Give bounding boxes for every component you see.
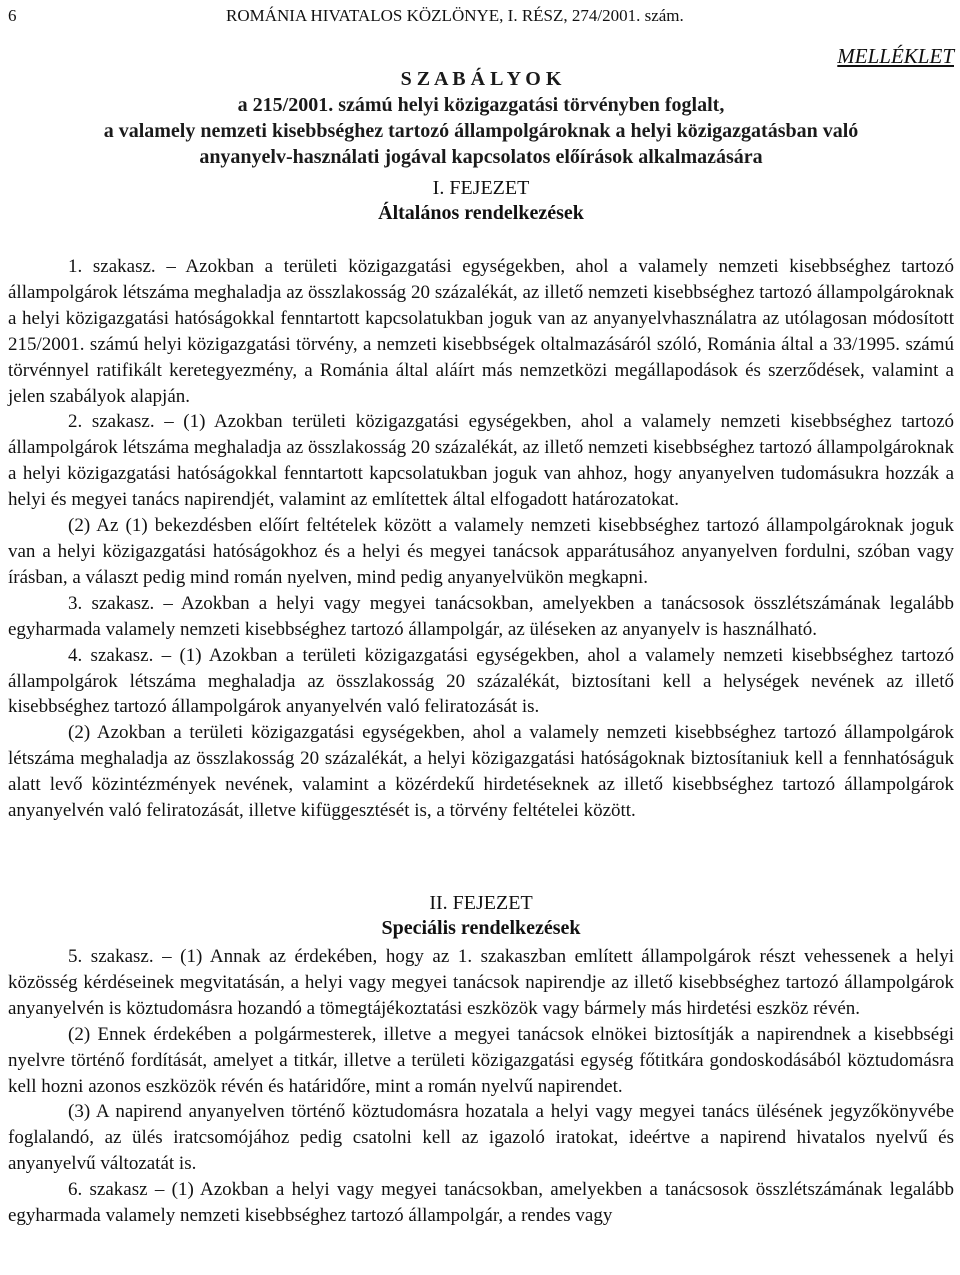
chapter-body <box>8 254 954 824</box>
annex-label: MELLÉKLET <box>837 44 954 68</box>
paragraph: (2) Azokban a területi közigazgatási egységekben, ahol a valamely nemzeti kisebbséghez tartozó állampolgárok létszáma meghaladja az összlakosság 20 százalékát, a helyi közigazgatási hatóságoknak biztosítaniuk kell a fennhatóságuk alatt levő közintézmények nevének, valamint a közérdekű hirdetéseknek az illető kisebbséghez tartozó állampolgárok anyanyelvén való feliratozását, illetve kifüggesztését is, a törvény feltételei között. <box>8 722 954 822</box>
publication-title: ROMÁNIA HIVATALOS KÖZLÖNYE, I. RÉSZ, 274/2001. szám. <box>226 6 684 25</box>
title-line: S Z A B Á L Y O K <box>400 68 562 90</box>
chapter-title: I. FEJEZET <box>432 177 530 199</box>
chapter-subtitle: Általános rendelkezések <box>378 202 584 224</box>
document-title <box>8 66 954 170</box>
chapter-title: II. FEJEZET <box>429 892 533 914</box>
paragraph: 6. szakasz – (1) Azokban a helyi vagy megyei tanácsokban, amelyekben a tanácsosok összlétszámának legalább egyharmada valamely nemzeti kisebbséghez tartozó állampolgár, a rendes vagy <box>8 1179 954 1227</box>
page-number: 6 <box>8 6 17 25</box>
paragraph: (2) Az (1) bekezdésben előírt feltételek között a valamely nemzeti kisebbséghez tartozó állampolgároknak joguk van a helyi közigazgatási hatóságokhoz és a helyi és megyei tanácsok apparátusához anyanyelven fordulni, szóban vagy írásban, a választ pedig mind román nyelven, mind pedig anyanyelvükön megkapni. <box>8 515 954 588</box>
paragraph: 3. szakasz. – Azokban a helyi vagy megyei tanácsokban, amelyekben a tanácsosok összlétszámának legalább egyharmada valamely nemzeti kisebbséghez tartozó állampolgár, az üléseken az anyanyelv is használható. <box>8 592 954 640</box>
chapter-body <box>8 944 954 1229</box>
chapter-subtitle: Speciális rendelkezések <box>381 917 581 939</box>
document-page <box>8 0 954 1275</box>
chapter-heading <box>8 176 954 226</box>
paragraph: 1. szakasz. – Azokban a területi közigazgatási egységekben, ahol a valamely nemzeti kisebbséghez tartozó állampolgárok létszáma meghaladja az összlakosság 20 százalékát, az illető nemzeti kisebbséghez tartozó állampolgároknak a helyi közigazgatási hatóságokkal fenntartott kapcsolatukban joguk van az anyanyelvhasználatra az utólagosan módosított 215/2001. számú helyi közigazgatási törvény, a nemzeti kisebbségek oltalmazásáról szóló, Románia által a 33/1995. számú törvénnyel ratifikált keretegyezmény, a Románia által aláírt más nemzetközi megállapodások és szerződések, valamint a jelen szabályok alapján. <box>8 256 954 407</box>
paragraph: 2. szakasz. – (1) Azokban területi közigazgatási egységekben, ahol a valamely nemzeti kisebbséghez tartozó állampolgárok létszáma meghaladja az összlakosság 20 százalékát, az illető nemzeti kisebbséghez tartozó állampolgároknak a helyi közigazgatási hatóságokkal fenntartott kapcsolatukban joguk van ahhoz, hogy anyanyelven tudomásukra hozzák a helyi és megyei tanács napirendjét, valamint az említettek által elfogadott határozatokat. <box>8 411 954 511</box>
running-header <box>8 6 954 30</box>
paragraph: (3) A napirend anyanyelven történő köztudomásra hozatala a helyi vagy megyei tanács ülésének jegyzőkönyvébe foglalandó, az ülés iratcsomójához pedig csatolni kell az igazoló iratokat, ideértve a napirend hivatalos nyelvű és anyanyelvű változatát is. <box>8 1101 954 1175</box>
paragraph: 4. szakasz. – (1) Azokban a területi közigazgatási egységekben, ahol a valamely nemzeti kisebbséghez tartozó állampolgárok létszáma meghaladja az összlakosság 20 százalékát, biztosítani kell a helységek nevének az illető kisebbséghez tartozó állampolgárok anyanyelvén való feliratozását is. <box>8 644 954 718</box>
paragraph: (2) Ennek érdekében a polgármesterek, illetve a megyei tanácsok elnökei biztosítják a napirendnek a kisebbségi nyelvre történő fordítását, amelyet a titkár, illetve a területi közigazgatási egység főtitkára gondoskodásából köztudomásra kell hozni azonos eszközök révén és határidőre, mint a román nyelvű napirendet. <box>8 1023 954 1097</box>
title-line: a valamely nemzeti kisebbséghez tartozó állampolgároknak a helyi közigazgatásban való <box>103 120 859 142</box>
title-line: a 215/2001. számú helyi közigazgatási törvényben foglalt, <box>237 94 725 116</box>
paragraph: 5. szakasz. – (1) Annak az érdekében, hogy az 1. szakaszban említett állampolgárok részt vehessenek a helyi közösség kérdéseinek megvitatásán, a helyi vagy megyei tanácsok napirendje az illető kisebbséghez tartozó állampolgárok anyanyelvén is köztudomásra hozandó a tömegtájékoztatási eszközök vagy bármely más hirdetési eszköz révén. <box>8 946 954 1019</box>
chapter-heading <box>8 891 954 941</box>
title-line: anyanyelv-használati jogával kapcsolatos előírások alkalmazására <box>199 146 763 168</box>
